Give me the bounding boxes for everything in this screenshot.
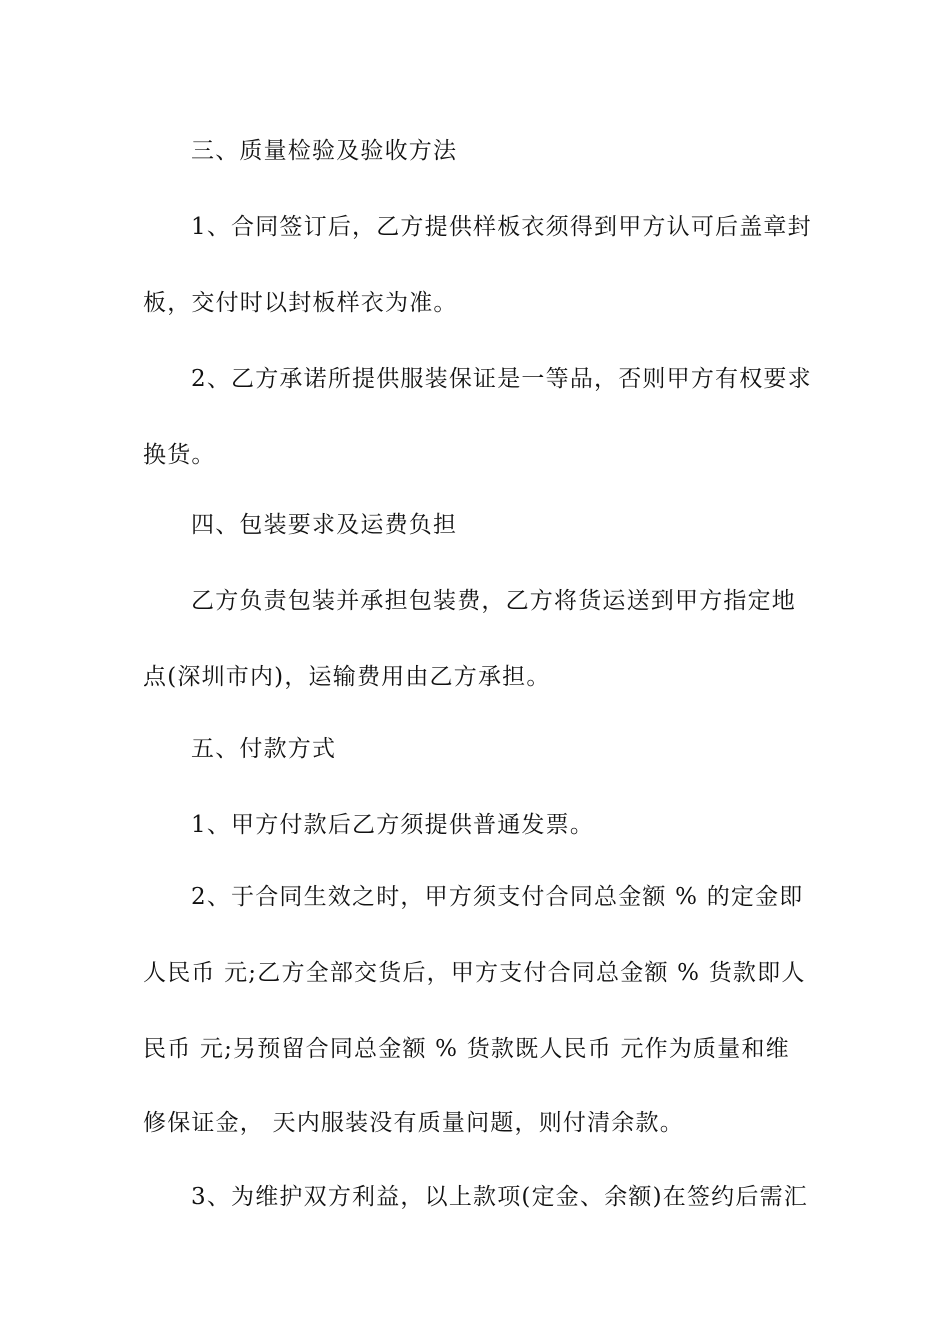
section-heading-quality-inspection: 三、质量检验及验收方法	[191, 138, 458, 164]
paragraph-line: 板，交付时以封板样衣为准。	[143, 290, 458, 316]
section-heading-packaging: 四、包装要求及运费负担	[191, 512, 458, 538]
paragraph-line: 1、甲方付款后乙方须提供普通发票。	[191, 812, 595, 838]
paragraph-line: 乙方负责包装并承担包装费，乙方将货运送到甲方指定地	[191, 588, 796, 614]
paragraph-line: 3、为维护双方利益，以上款项(定金、余额)在签约后需汇	[191, 1184, 808, 1210]
paragraph-line: 点(深圳市内)，运输费用由乙方承担。	[143, 664, 551, 690]
paragraph-line: 2、乙方承诺所提供服装保证是一等品，否则甲方有权要求	[191, 366, 812, 392]
paragraph-line: 修保证金， 天内服装没有质量问题，则付清余款。	[143, 1110, 684, 1136]
paragraph-line: 换货。	[143, 442, 216, 468]
paragraph-line: 人民币 元;乙方全部交货后，甲方支付合同总金额 % 货款即人	[143, 960, 806, 986]
section-heading-payment: 五、付款方式	[191, 736, 337, 762]
paragraph-line: 1、合同签订后，乙方提供样板衣须得到甲方认可后盖章封	[191, 214, 812, 240]
paragraph-line: 2、于合同生效之时，甲方须支付合同总金额 % 的定金即	[191, 884, 804, 910]
paragraph-line: 民币 元;另预留合同总金额 % 货款既人民币 元作为质量和维	[143, 1036, 790, 1062]
